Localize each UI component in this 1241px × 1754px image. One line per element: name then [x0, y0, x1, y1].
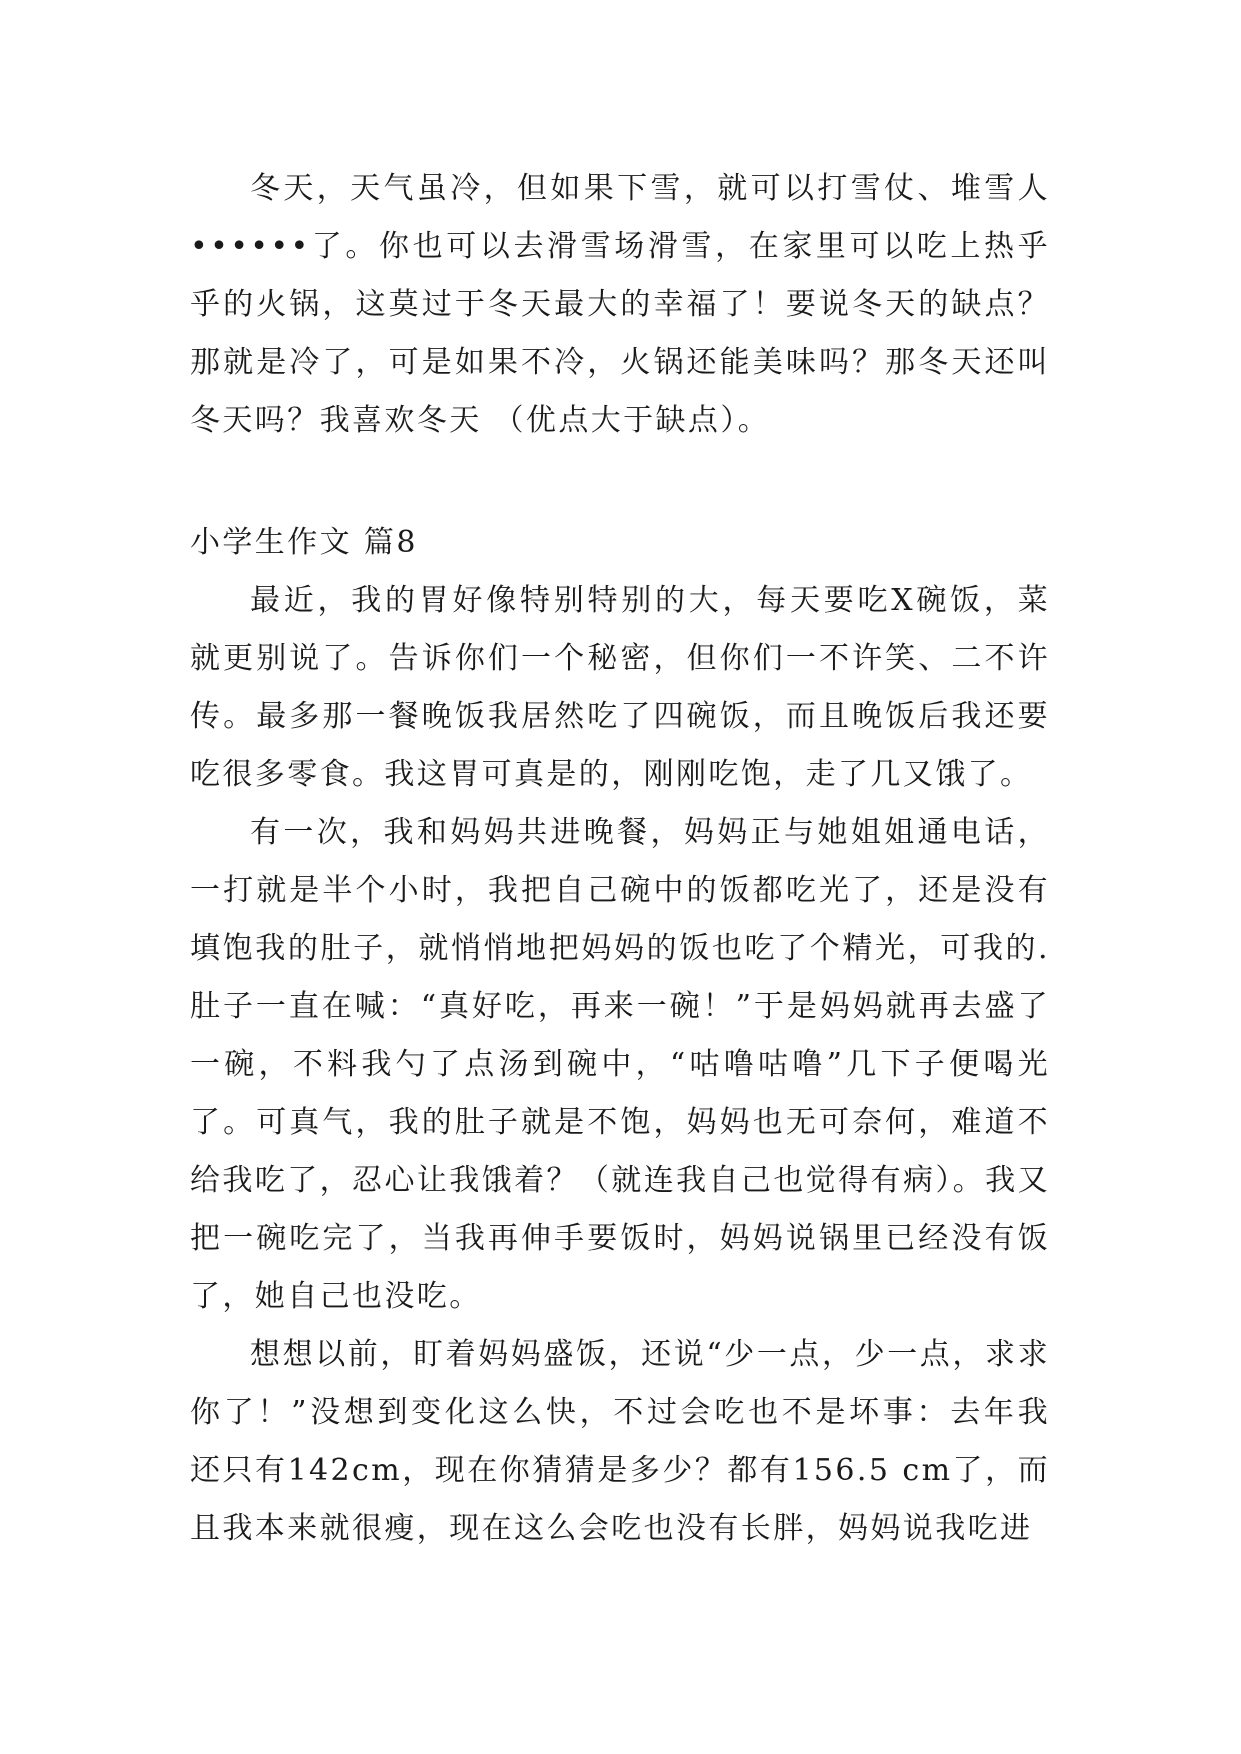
essay-paragraph-2: 有一次，我和妈妈共进晚餐，妈妈正与她姐姐通电话，一打就是半个小时，我把自己碗中的饭都吃光了，还是没有填饱我的肚子，就悄悄地把妈妈的饭也吃了个精光，可我的.肚子一直在喊：“真好吃，再来一碗！”于是妈妈就再去盛了一碗，不料我勺了点汤到碗中，“咕噜咕噜”几下子便喝光了。可真气，我的肚子就是不饱，妈妈也无可奈何，难道不给我吃了，忍心让我饿着？（就连我自己也觉得有病）。我又把一碗吃完了，当我再伸手要饭时，妈妈说锅里已经没有饭了，她自己也没吃。 [190, 815, 1050, 1314]
intro-paragraph: 冬天，天气虽冷，但如果下雪，就可以打雪仗、堆雪人••••••了。你也可以去滑雪场滑雪，在家里可以吃上热乎乎的火锅，这莫过于冬天最大的幸福了！要说冬天的缺点？那就是冷了，可是如果不冷，火锅还能美味吗？那冬天还叫冬天吗？我喜欢冬天 （优点大于缺点）。 [190, 171, 1050, 438]
section-heading: 小学生作文 篇8 [190, 525, 418, 560]
essay-paragraph-3: 想想以前，盯着妈妈盛饭，还说“少一点，少一点，求求你了！”没想到变化这么快，不过会吃也不是坏事：去年我还只有142cm，现在你猜猜是多少？都有156.5 cm了，而且我本来就很瘦，现在这么会吃也没有长胖，妈妈说我吃进 [190, 1337, 1050, 1546]
previous-essay-ending [190, 160, 1050, 450]
essay-paragraph-1: 最近，我的胃好像特别特别的大，每天要吃X碗饭，菜就更别说了。告诉你们一个秘密，但你们一不许笑、二不许传。最多那一餐晚饭我居然吃了四碗饭，而且晚饭后我还要吃很多零食。我这胃可真是的，刚刚吃饱，走了几又饿了。 [190, 583, 1050, 792]
essay-section [190, 514, 1050, 1558]
